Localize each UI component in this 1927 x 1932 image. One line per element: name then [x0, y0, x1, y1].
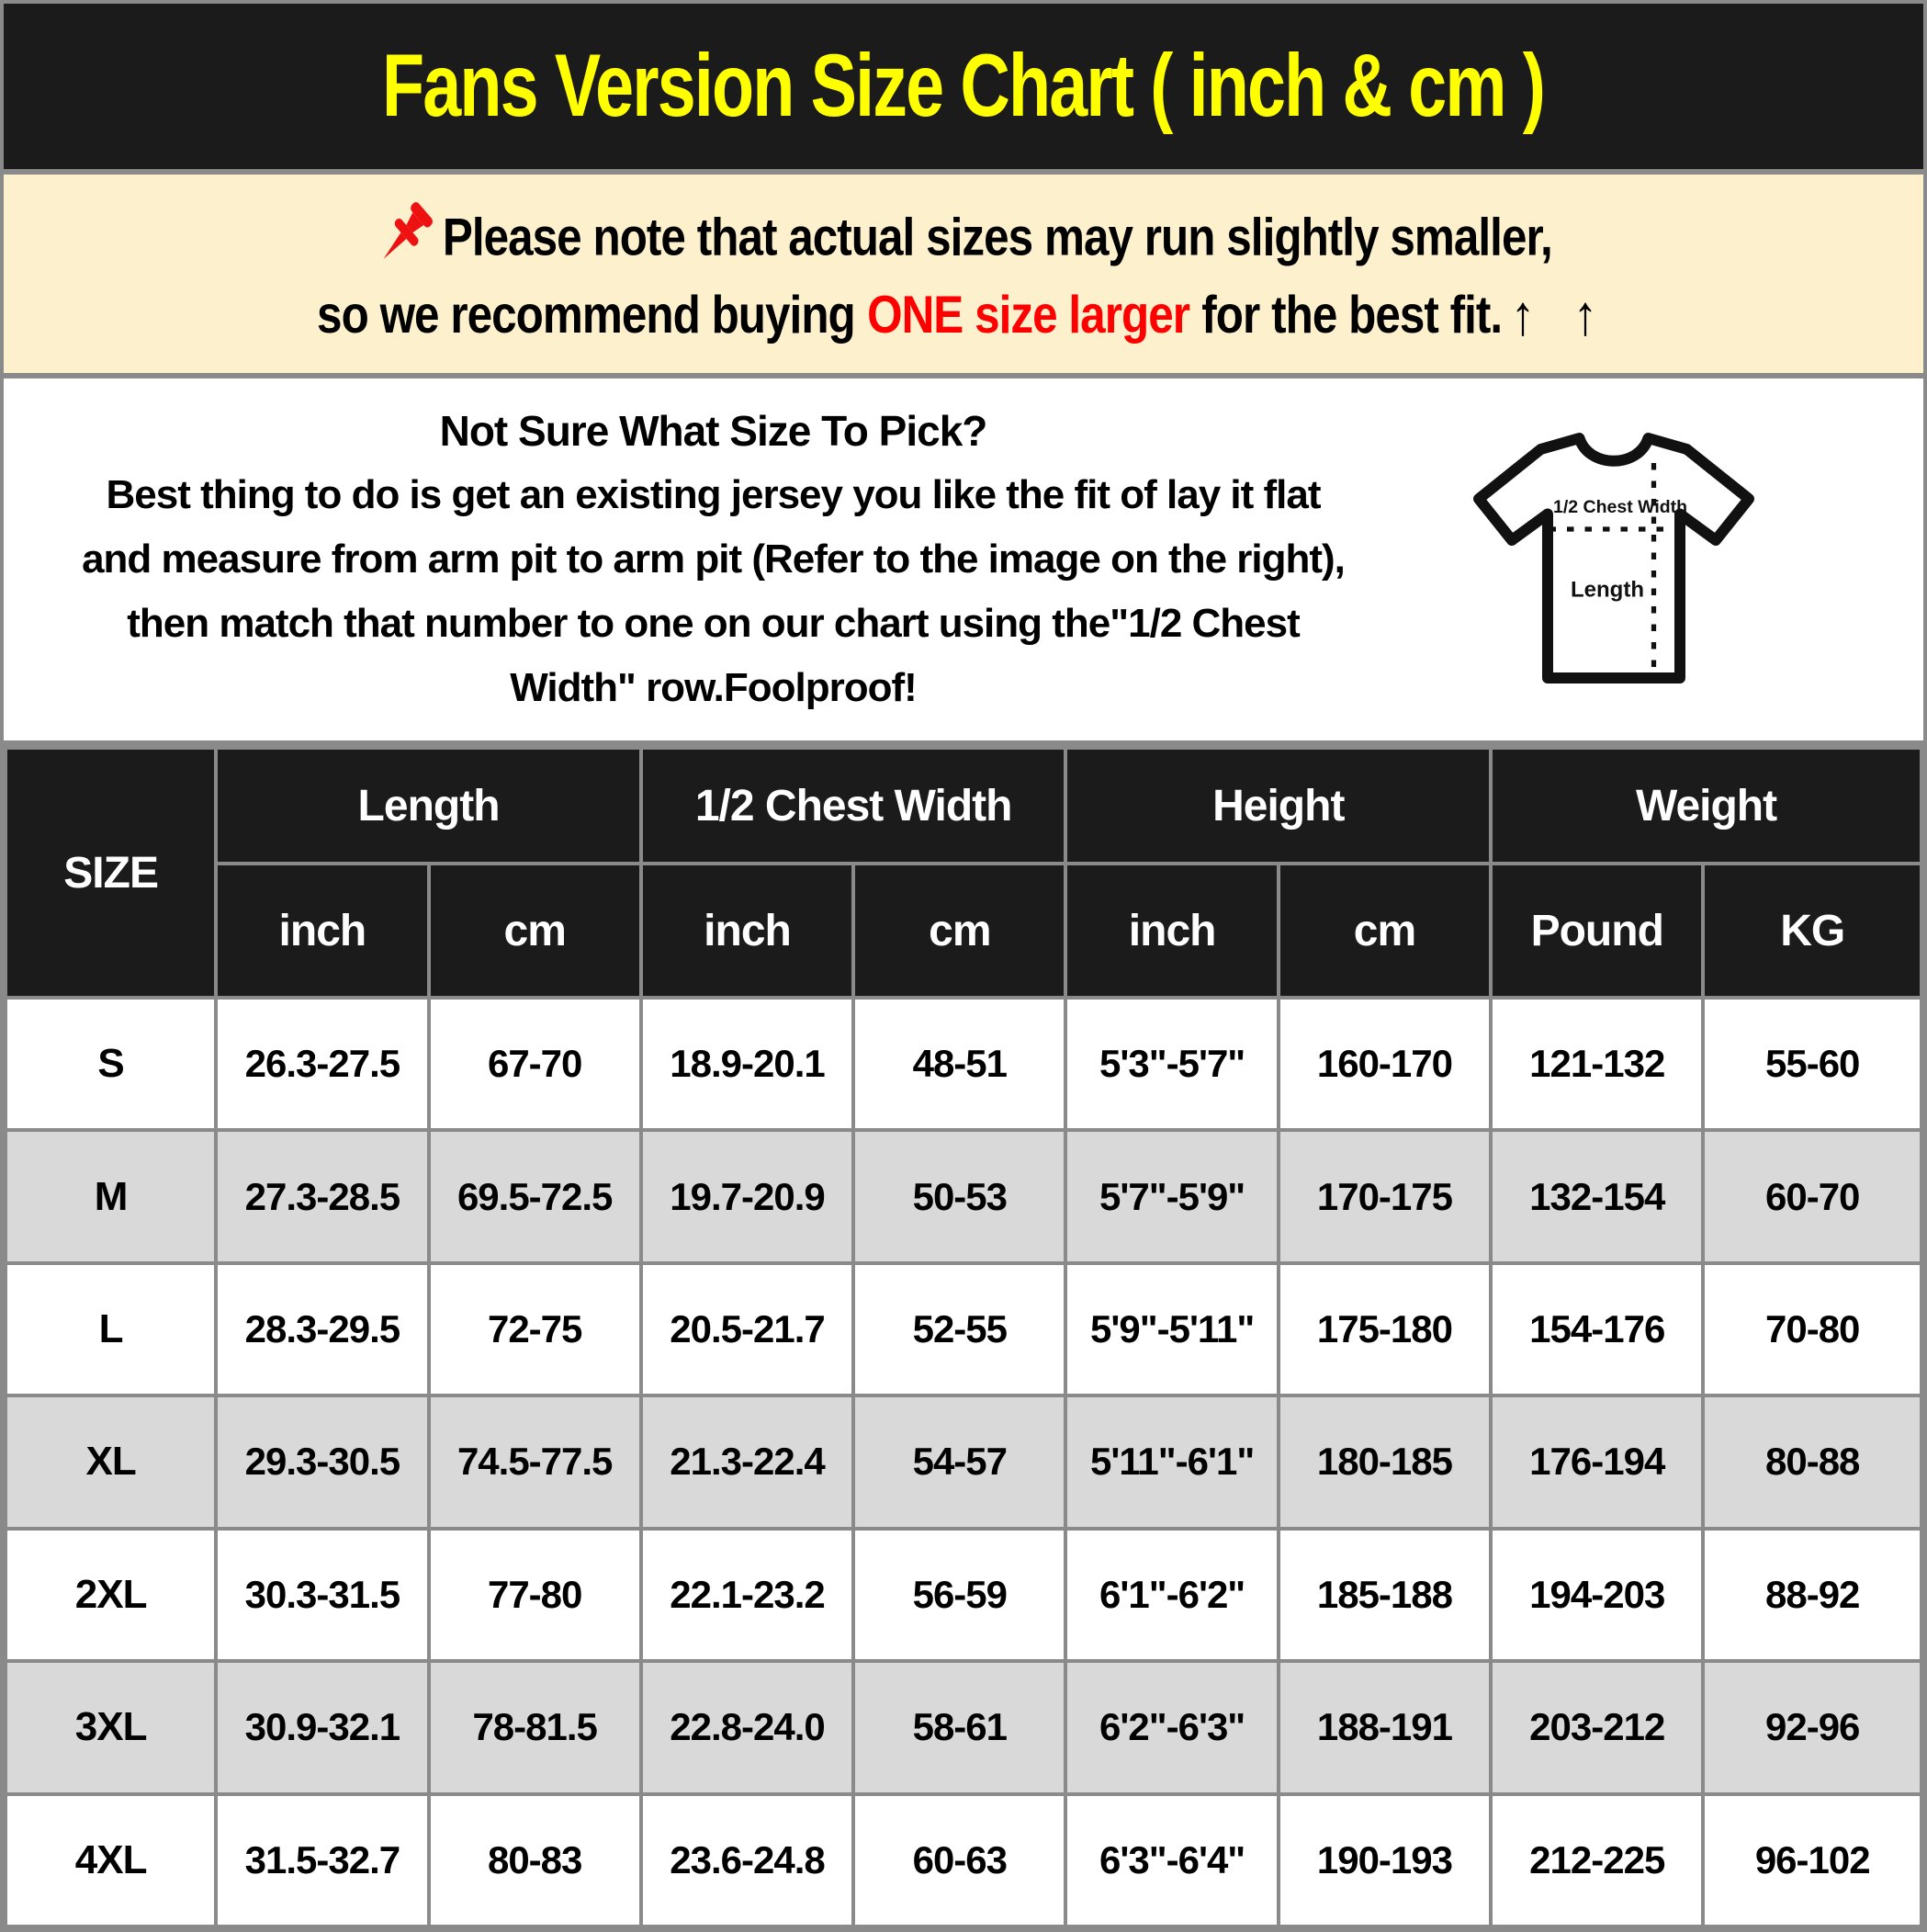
note-text-2-suffix: for the best fit.: [1201, 285, 1503, 344]
size-cell: M: [6, 1130, 216, 1262]
value-cell: 92-96: [1703, 1661, 1921, 1793]
chest-width-label: 1/2 Chest Width: [1552, 497, 1687, 517]
table-row: [6, 1661, 1921, 1793]
value-cell: 180-185: [1279, 1395, 1491, 1528]
value-cell: 19.7-20.9: [641, 1130, 853, 1262]
value-cell: 185-188: [1279, 1529, 1491, 1661]
value-cell: 30.3-31.5: [216, 1529, 428, 1661]
value-cell: 88-92: [1703, 1529, 1921, 1661]
tshirt-measurement-diagram-icon: [1462, 396, 1765, 723]
note-line-2: [317, 281, 1610, 347]
value-cell: 5'9"-5'11": [1065, 1263, 1278, 1395]
value-cell: 52-55: [853, 1263, 1065, 1395]
pushpin-icon: [375, 200, 439, 275]
table-row: [6, 1130, 1921, 1262]
value-cell: 170-175: [1279, 1130, 1491, 1262]
value-cell: 20.5-21.7: [641, 1263, 853, 1395]
value-cell: 29.3-30.5: [216, 1395, 428, 1528]
sub-header-length-inch: inch: [216, 864, 428, 998]
group-header-chest-width: 1/2 Chest Width: [641, 748, 1066, 864]
length-label: Length: [1570, 577, 1644, 603]
size-table: [4, 746, 1923, 1928]
value-cell: 67-70: [429, 998, 641, 1130]
value-cell: 60-70: [1703, 1130, 1921, 1262]
value-cell: 28.3-29.5: [216, 1263, 428, 1395]
value-cell: 55-60: [1703, 998, 1921, 1130]
value-cell: 27.3-28.5: [216, 1130, 428, 1262]
value-cell: 77-80: [429, 1529, 641, 1661]
group-header-height: Height: [1065, 748, 1491, 864]
value-cell: 80-83: [429, 1794, 641, 1926]
up-arrows: ↑ ↑: [1510, 282, 1610, 346]
sub-header-length-cm: cm: [429, 864, 641, 998]
title-bar: [4, 4, 1923, 175]
note-section: [4, 175, 1923, 378]
value-cell: 194-203: [1491, 1529, 1703, 1661]
value-cell: 70-80: [1703, 1263, 1921, 1395]
note-line-1: [375, 200, 1552, 275]
value-cell: 58-61: [853, 1661, 1065, 1793]
value-cell: 18.9-20.1: [641, 998, 853, 1130]
group-header-length: Length: [216, 748, 641, 864]
value-cell: 26.3-27.5: [216, 998, 428, 1130]
value-cell: 48-51: [853, 998, 1065, 1130]
value-cell: 188-191: [1279, 1661, 1491, 1793]
value-cell: 30.9-32.1: [216, 1661, 428, 1793]
value-cell: 121-132: [1491, 998, 1703, 1130]
size-cell: S: [6, 998, 216, 1130]
guide-text-block: [4, 399, 1423, 720]
value-cell: 54-57: [853, 1395, 1065, 1528]
value-cell: 56-59: [853, 1529, 1065, 1661]
size-cell: XL: [6, 1395, 216, 1528]
sub-header-weight-pound: Pound: [1491, 864, 1703, 998]
table-row: [6, 998, 1921, 1130]
guide-line-3: then match that number to one on our chart using the"1/2 Chest: [127, 601, 1300, 646]
guide-heading: Not Sure What Size To Pick?: [439, 407, 987, 455]
table-sub-header-row: [6, 864, 1921, 998]
sub-header-height-inch: inch: [1065, 864, 1278, 998]
guide-line-2: and measure from arm pit to arm pit (Refer to the image on the right),: [82, 537, 1345, 582]
value-cell: 78-81.5: [429, 1661, 641, 1793]
value-cell: 6'3"-6'4": [1065, 1794, 1278, 1926]
table-body: [6, 998, 1921, 1926]
table-group-header-row: [6, 748, 1921, 864]
value-cell: 69.5-72.5: [429, 1130, 641, 1262]
value-cell: 212-225: [1491, 1794, 1703, 1926]
value-cell: 50-53: [853, 1130, 1065, 1262]
sub-header-chest-inch: inch: [641, 864, 853, 998]
value-cell: 21.3-22.4: [641, 1395, 853, 1528]
value-cell: 22.8-24.0: [641, 1661, 853, 1793]
shirt-diagram-area: [1423, 396, 1923, 723]
page-title: Fans Version Size Chart ( inch & cm ): [382, 36, 1545, 136]
value-cell: 175-180: [1279, 1263, 1491, 1395]
value-cell: 6'1"-6'2": [1065, 1529, 1278, 1661]
value-cell: 72-75: [429, 1263, 641, 1395]
table-row: [6, 1794, 1921, 1926]
table-row: [6, 1263, 1921, 1395]
size-cell: L: [6, 1263, 216, 1395]
guide-section: [4, 378, 1923, 746]
size-cell: 2XL: [6, 1529, 216, 1661]
value-cell: 80-88: [1703, 1395, 1921, 1528]
note-text-2-prefix: so we recommend buying: [317, 285, 855, 344]
guide-line-1: Best thing to do is get an existing jersey you like the fit of lay it flat: [106, 472, 1321, 517]
sub-header-chest-cm: cm: [853, 864, 1065, 998]
value-cell: 132-154: [1491, 1130, 1703, 1262]
one-size-larger-highlight: ONE size larger: [867, 285, 1190, 344]
size-cell: 3XL: [6, 1661, 216, 1793]
value-cell: 203-212: [1491, 1661, 1703, 1793]
value-cell: 6'2"-6'3": [1065, 1661, 1278, 1793]
value-cell: 5'7"-5'9": [1065, 1130, 1278, 1262]
value-cell: 154-176: [1491, 1263, 1703, 1395]
table-row: [6, 1395, 1921, 1528]
value-cell: 23.6-24.8: [641, 1794, 853, 1926]
value-cell: 5'3"-5'7": [1065, 998, 1278, 1130]
guide-line-4: Width" row.Foolproof!: [510, 665, 917, 710]
size-cell: 4XL: [6, 1794, 216, 1926]
value-cell: 74.5-77.5: [429, 1395, 641, 1528]
table-row: [6, 1529, 1921, 1661]
sub-header-weight-kg: KG: [1703, 864, 1921, 998]
value-cell: 60-63: [853, 1794, 1065, 1926]
size-column-header: SIZE: [6, 748, 216, 998]
value-cell: 5'11"-6'1": [1065, 1395, 1278, 1528]
value-cell: 22.1-23.2: [641, 1529, 853, 1661]
value-cell: 31.5-32.7: [216, 1794, 428, 1926]
group-header-weight: Weight: [1491, 748, 1921, 864]
value-cell: 176-194: [1491, 1395, 1703, 1528]
note-text-1: Please note that actual sizes may run slightly smaller,: [443, 208, 1553, 267]
value-cell: 190-193: [1279, 1794, 1491, 1926]
sub-header-height-cm: cm: [1279, 864, 1491, 998]
value-cell: 96-102: [1703, 1794, 1921, 1926]
value-cell: 160-170: [1279, 998, 1491, 1130]
